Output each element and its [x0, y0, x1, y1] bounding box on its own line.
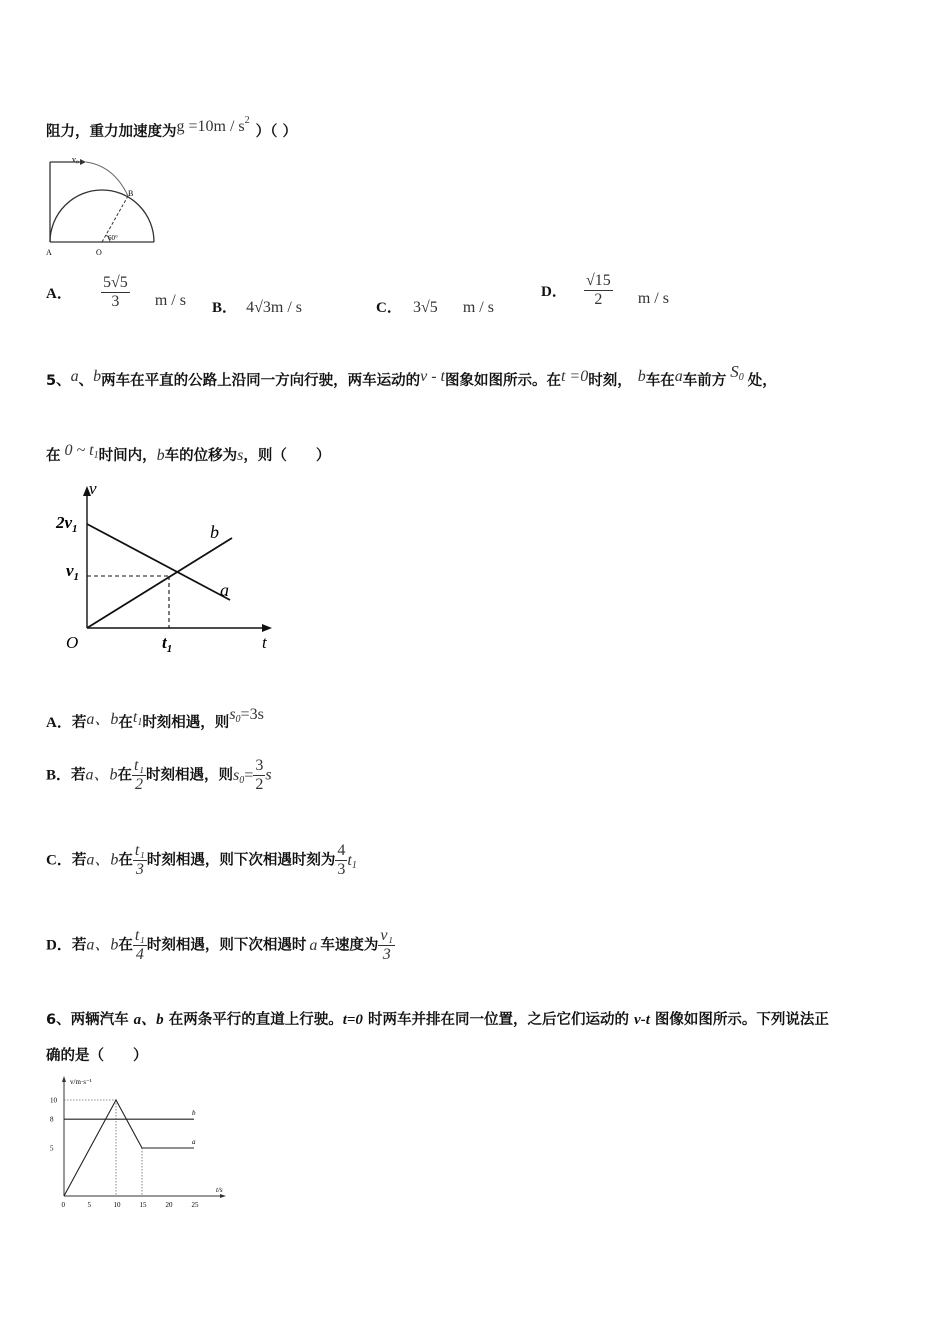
q5-vt-graph — [50, 480, 290, 660]
angle-label: 60° — [108, 234, 118, 242]
v-axis-label: v — [89, 480, 97, 498]
v0-label: v₀ — [72, 155, 79, 164]
q4-option-b[interactable]: B． 4√3m / s — [212, 299, 303, 316]
y-tick-10: 10 — [50, 1096, 57, 1105]
series-label-a: a — [192, 1138, 196, 1146]
q6-guides — [64, 1100, 142, 1196]
x-tick-10: 10 — [113, 1201, 121, 1209]
q6-x-axis-label: t/s — [216, 1186, 223, 1194]
point-b-label: B — [128, 189, 134, 198]
q6-vt-graph — [40, 1072, 240, 1216]
y-tick-5: 5 — [50, 1144, 54, 1153]
t-axis-label: t — [262, 633, 267, 652]
q5-stem-line2: 在 0 ~ $t_1$时间内，b车的位移为s，则（ ） — [46, 442, 331, 464]
series-label-b: b — [192, 1109, 196, 1118]
q6-stem-line2: 确的是（ ） — [46, 1048, 148, 1064]
v1-label: $v_1$ — [66, 561, 80, 583]
q5-stem-line1: 5、a、b两车在平直的公路上沿同一方向行驶，两车运动的v - t图象如图所示。在t =0时刻， b车在a车前方 $S_0$ 处， — [46, 362, 777, 389]
series-line-a — [64, 1100, 194, 1196]
q4-prompt-line: 阻力，重力加速度为$g =10m / s^2$）（ ） — [46, 115, 297, 140]
q5-option-b[interactable]: B．若a、b在 $\frac{\text{t₁}}{2}$ 时刻相遇，则$s_0=$ $\frac{3}{2}$ s — [46, 757, 272, 793]
q6-y-axis-label: v/m·s⁻¹ — [70, 1078, 92, 1086]
q4-figure — [44, 152, 164, 262]
q5-option-d[interactable]: D．若a、b在 $\frac{\text{t₁}}{4}$ 时刻相遇，则下次相遇时 a 车速度为 $\frac{\text{v₁}}{3}$ — [46, 927, 394, 963]
line-a-label: a — [220, 580, 229, 600]
x-tick-0: 0 — [61, 1201, 65, 1209]
q6-series-group — [64, 1100, 196, 1196]
line-b-label: b — [210, 522, 219, 542]
q6-stem-line1: 6、两辆汽车 a、b 在两条平行的直道上行驶。t=0 时两车并排在同一位置，之后它们运动的 v-t 图像如图所示。下列说法正 — [46, 1012, 829, 1028]
x-tick-20: 20 — [165, 1201, 173, 1209]
point-a-label: A — [46, 248, 52, 257]
q4-option-a[interactable]: A． $\frac{5√5}{3}$ m / s — [46, 274, 186, 310]
2v1-label: $2v_1$ — [56, 513, 78, 535]
q4-option-c[interactable]: C． 3√5 m / s — [376, 299, 494, 316]
x-tick-25: 25 — [191, 1201, 199, 1209]
t1-label: $t_1$ — [162, 633, 173, 655]
x-tick-15: 15 — [139, 1201, 147, 1209]
origin-label: O — [66, 633, 79, 652]
y-tick-8: 8 — [50, 1115, 54, 1124]
q4-option-d[interactable]: D． $\frac{√15}{2}$ m / s — [541, 272, 669, 308]
q5-option-a[interactable]: A．若a、b在$t_1$时刻相遇，则$s_0=3s$ — [46, 706, 264, 731]
g-formula: $g =10m / s^2$ — [176, 115, 250, 135]
point-o-label: O — [96, 248, 102, 257]
x-tick-5: 5 — [87, 1201, 91, 1209]
s0-symbol: $S_0$ — [730, 362, 744, 383]
q5-option-c[interactable]: C．若a、b在 $\frac{\text{t₁}}{3}$ 时刻相遇，则下次相遇时刻为 $\frac{4}{3}$ $t_1$ — [46, 842, 357, 878]
